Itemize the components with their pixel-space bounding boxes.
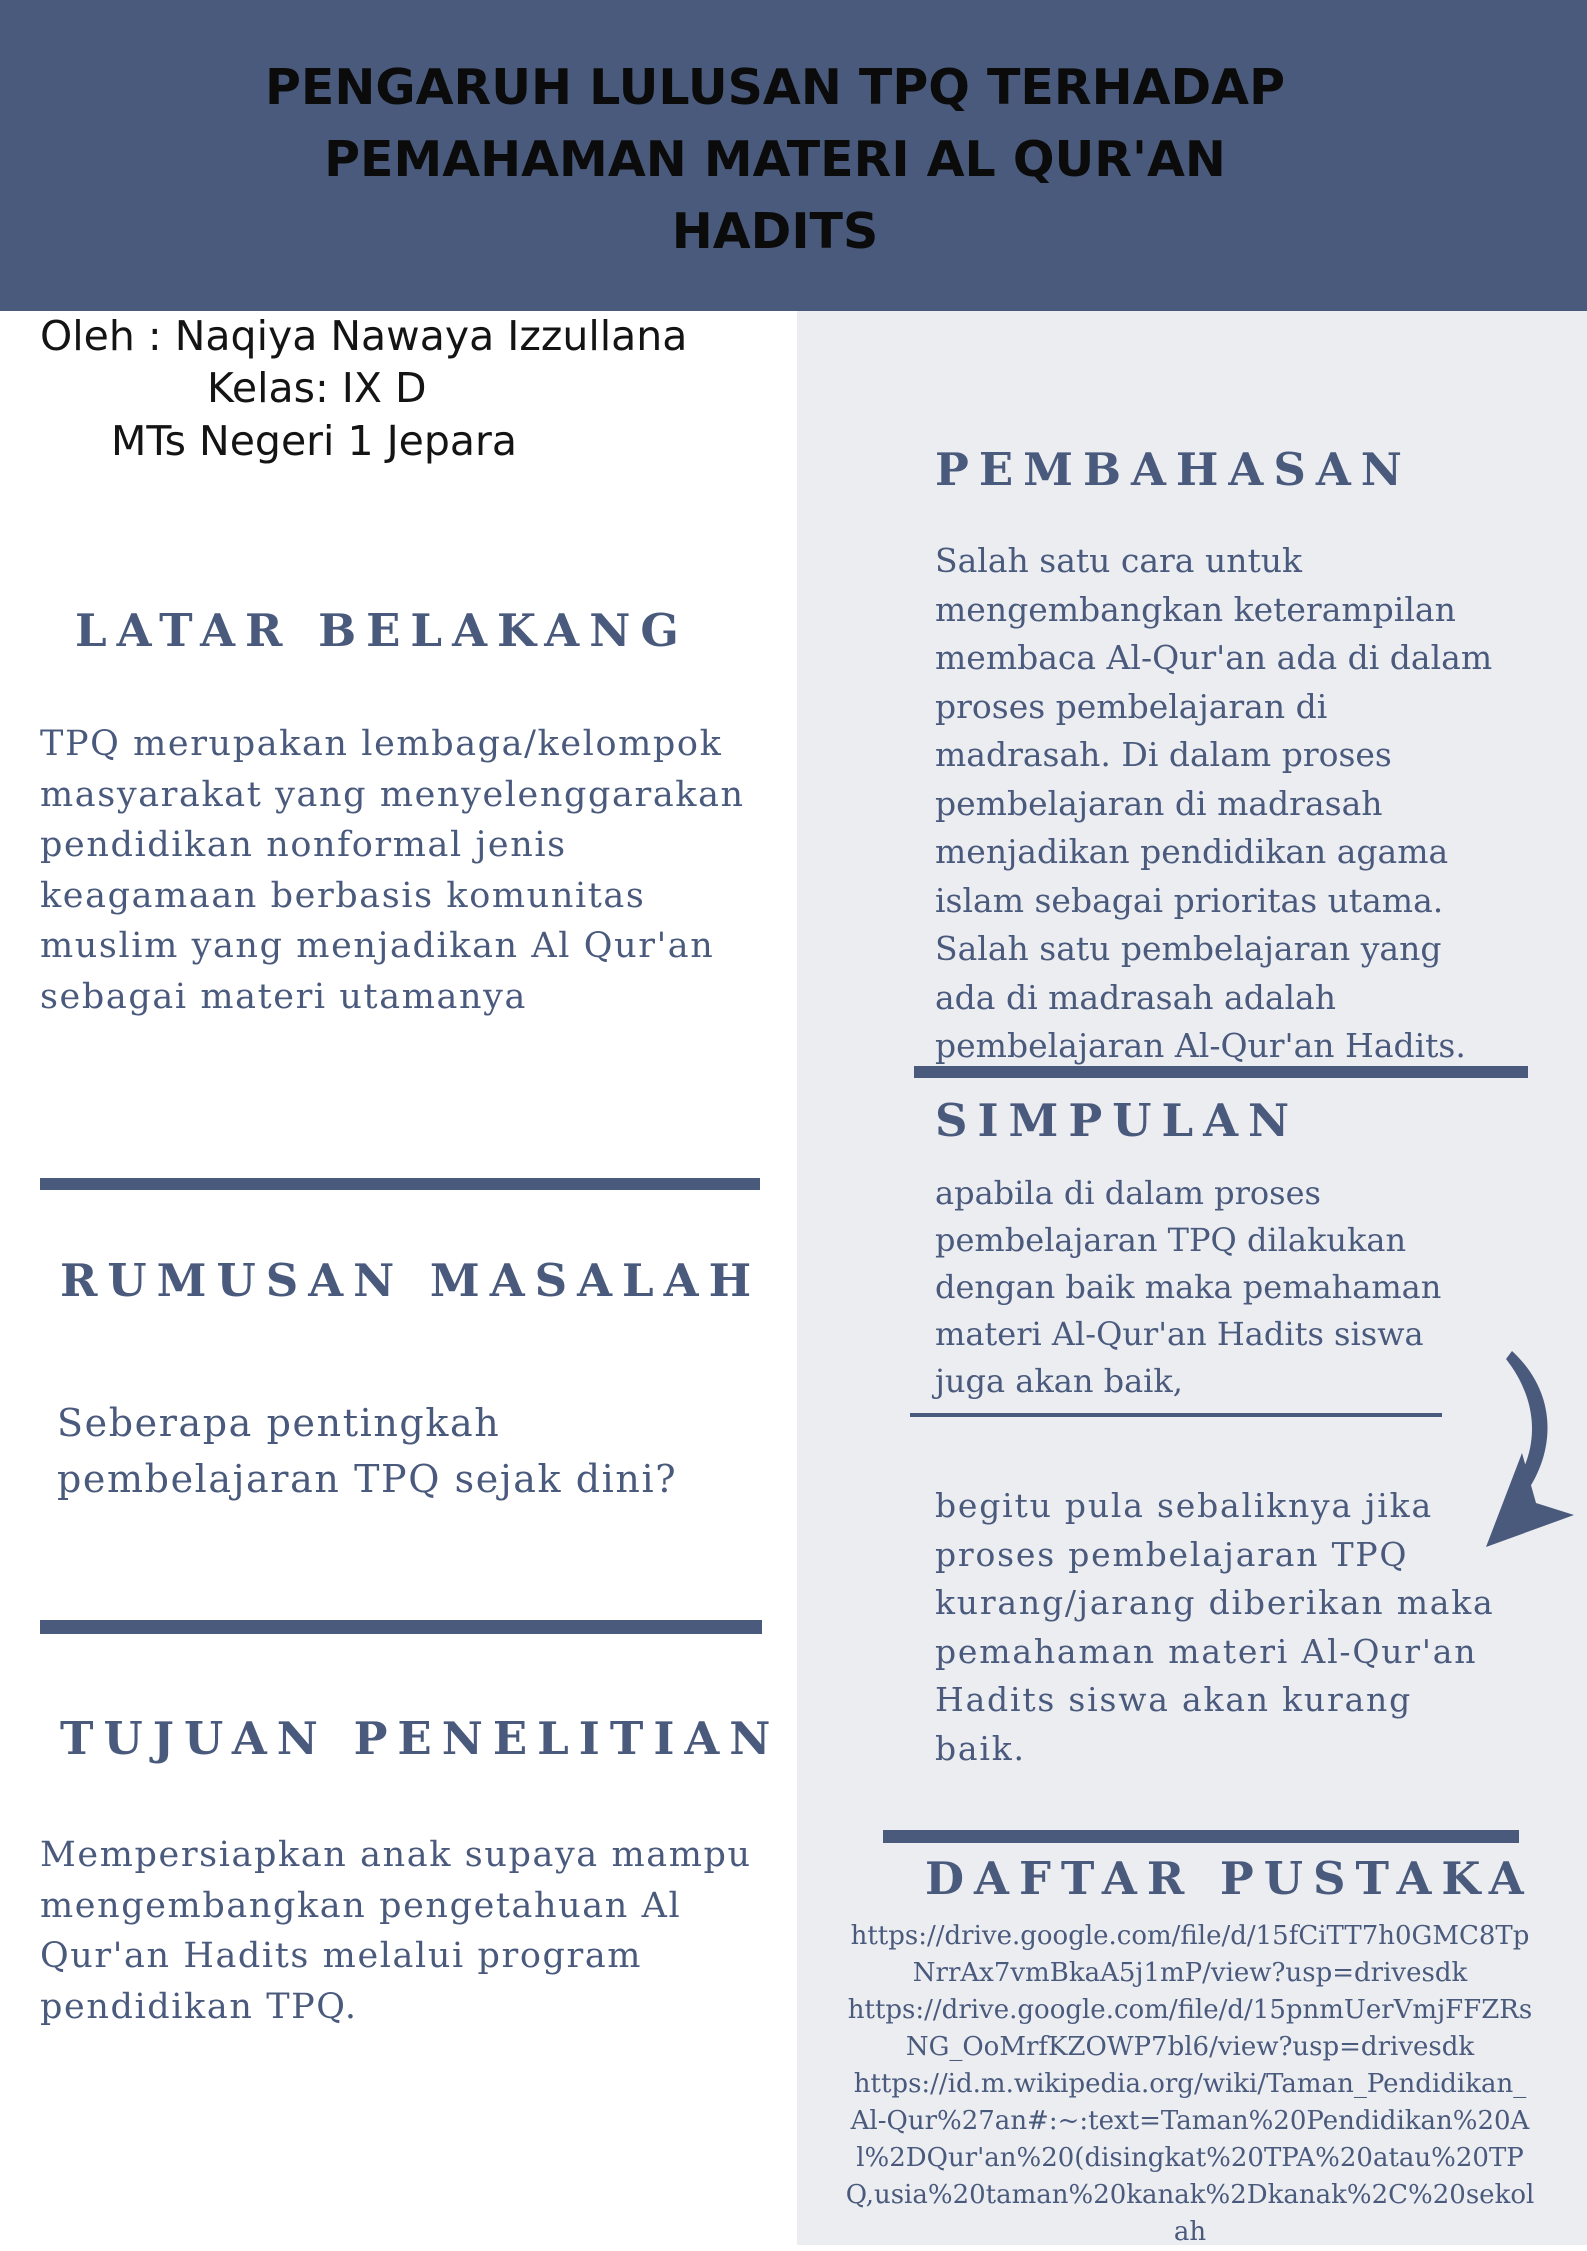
title-line-2: PEMAHAMAN MATERI AL QUR'AN — [324, 131, 1226, 188]
daftar-pustaka-heading: DAFTAR PUSTAKA — [925, 1852, 1534, 1905]
section-divider — [40, 1620, 762, 1634]
reference-item: https://id.m.wikipedia.org/wiki/Taman_Pendidikan_Al-Qur%27an#:~:text=Taman%20Pendidikan%20Al%2DQur'an%20(disingkat%20TPA%20atau%20TPQ,usia%20taman%20kanak%2Dkanak%2C%20sekolah — [845, 2069, 1535, 2247]
pembahasan-text: Salah satu cara untuk mengembangkan keterampilan membaca Al-Qur'an ada di dalam proses pembelajaran di madrasah. Di dalam proses pembelajaran di madrasah menjadikan pendidikan agama islam sebagai prioritas utama. Salah satu pembelajaran yang ada di madrasah adalah pembelajaran Al-Qur'an Hadits. — [935, 541, 1493, 1065]
author-name: Oleh : Naqiya Nawaya Izzullana — [40, 312, 688, 360]
title-line-3: HADITS — [671, 203, 879, 260]
simpulan-text-1: apabila di dalam proses pembelajaran TPQ dilakukan dengan baik maka pemahaman materi Al-Qur'an Hadits siswa juga akan baik, — [935, 1174, 1442, 1400]
reference-list — [845, 1918, 1535, 2251]
reference-item: https://drive.google.com/file/d/15fCiTT7h0GMC8TpNrrAx7vmBkaA5j1mP/view?usp=drivesdk — [850, 1921, 1530, 1988]
latar-belakang-heading: LATAR BELAKANG — [75, 604, 689, 657]
reference-item: https://drive.google.com/file/d/15pnmUerVmjFFZRsNG_OoMrfKZOWP7bl6/view?usp=drivesdk — [847, 1995, 1533, 2062]
latar-belakang-text: TPQ merupakan lembaga/kelompok masyarakat yang menyelenggarakan pendidikan nonformal jenis keagamaan berbasis komunitas muslim yang menjadikan Al Qur'an sebagai materi utamanya — [40, 724, 745, 1017]
pembahasan-heading: PEMBAHASAN — [935, 443, 1412, 496]
rumusan-masalah-heading: RUMUSAN MASALAH — [60, 1254, 762, 1307]
simpulan-heading: SIMPULAN — [935, 1094, 1300, 1147]
section-divider — [914, 1066, 1528, 1078]
simpulan-text-2: begitu pula sebaliknya jika proses pembelajaran TPQ kurang/jarang diberikan maka pemahaman materi Al-Qur'an Hadits siswa akan kurang baik. — [935, 1486, 1495, 1768]
tujuan-penelitian-text: Mempersiapkan anak supaya mampu mengembangkan pengetahuan Al Qur'an Hadits melalui program pendidikan TPQ. — [40, 1835, 752, 2027]
title-line-1: PENGARUH LULUSAN TPQ TERHADAP — [264, 59, 1286, 116]
author-school: MTs Negeri 1 Jepara — [111, 417, 518, 465]
thin-divider — [910, 1413, 1442, 1417]
author-class: Kelas: IX D — [207, 364, 427, 412]
tujuan-penelitian-heading: TUJUAN PENELITIAN — [60, 1712, 781, 1765]
section-divider — [40, 1178, 760, 1190]
rumusan-masalah-text: Seberapa pentingkah pembelajaran TPQ sejak dini? — [57, 1401, 678, 1501]
page-title — [200, 52, 1350, 268]
section-divider — [883, 1830, 1519, 1843]
